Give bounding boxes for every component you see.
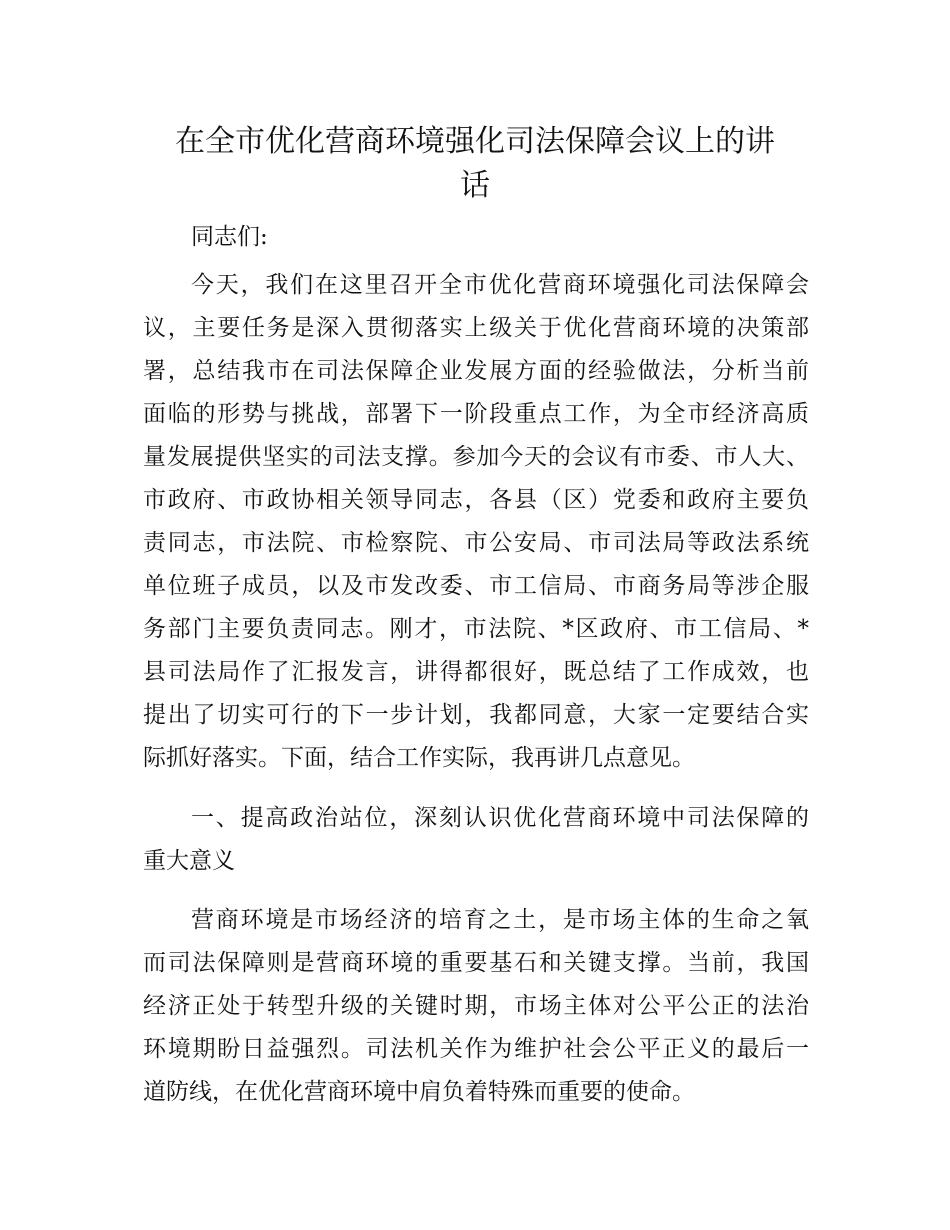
paragraph-line: 环境期盼日益强烈。司法机关作为维护社会公平正义的最后一 bbox=[143, 1036, 809, 1062]
document-title-line-1: 在全市优化营商环境强化司法保障会议上的讲 bbox=[175, 124, 775, 159]
paragraph-line: 际抓好落实。下面，结合工作实际，我再讲几点意见。 bbox=[143, 745, 695, 771]
paragraph-line: 市政府、市政协相关领导同志，各县（区）党委和政府主要负 bbox=[143, 487, 809, 513]
paragraph-line: 责同志，市法院、市检察院、市公安局、市司法局等政法系统 bbox=[143, 530, 809, 556]
paragraph-line: 县司法局作了汇报发言，讲得都很好，既总结了工作成效，也 bbox=[143, 659, 809, 685]
paragraph-line: 经济正处于转型升级的关键时期，市场主体对公平公正的法治 bbox=[143, 993, 809, 1019]
paragraph-line: 署，总结我市在司法保障企业发展方面的经验做法，分析当前 bbox=[143, 358, 809, 384]
paragraph-line: 单位班子成员，以及市发改委、市工信局、市商务局等涉企服 bbox=[143, 573, 809, 599]
salutation: 同志们: bbox=[191, 224, 268, 250]
document-title-line-2: 话 bbox=[460, 168, 490, 203]
paragraph-line: 提出了切实可行的下一步计划，我都同意，大家一定要结合实 bbox=[143, 702, 809, 728]
paragraph-line: 营商环境是市场经济的培育之土，是市场主体的生命之氧 bbox=[191, 907, 809, 933]
paragraph-line: 今天，我们在这里召开全市优化营商环境强化司法保障会 bbox=[191, 272, 809, 298]
section-heading-line: 重大意义 bbox=[143, 848, 235, 874]
section-heading-line: 一、提高政治站位，深刻认识优化营商环境中司法保障的 bbox=[191, 805, 809, 831]
paragraph-line: 务部门主要负责同志。刚才，市法院、*区政府、市工信局、* bbox=[143, 616, 809, 642]
paragraph-line: 面临的形势与挑战，部署下一阶段重点工作，为全市经济高质 bbox=[143, 401, 809, 427]
paragraph-line: 量发展提供坚实的司法支撑。参加今天的会议有市委、市人大、 bbox=[143, 444, 809, 470]
paragraph-line: 道防线，在优化营商环境中肩负着特殊而重要的使命。 bbox=[143, 1079, 695, 1105]
paragraph-line: 而司法保障则是营商环境的重要基石和关键支撑。当前，我国 bbox=[143, 950, 809, 976]
paragraph-line: 议，主要任务是深入贯彻落实上级关于优化营商环境的决策部 bbox=[143, 315, 809, 341]
